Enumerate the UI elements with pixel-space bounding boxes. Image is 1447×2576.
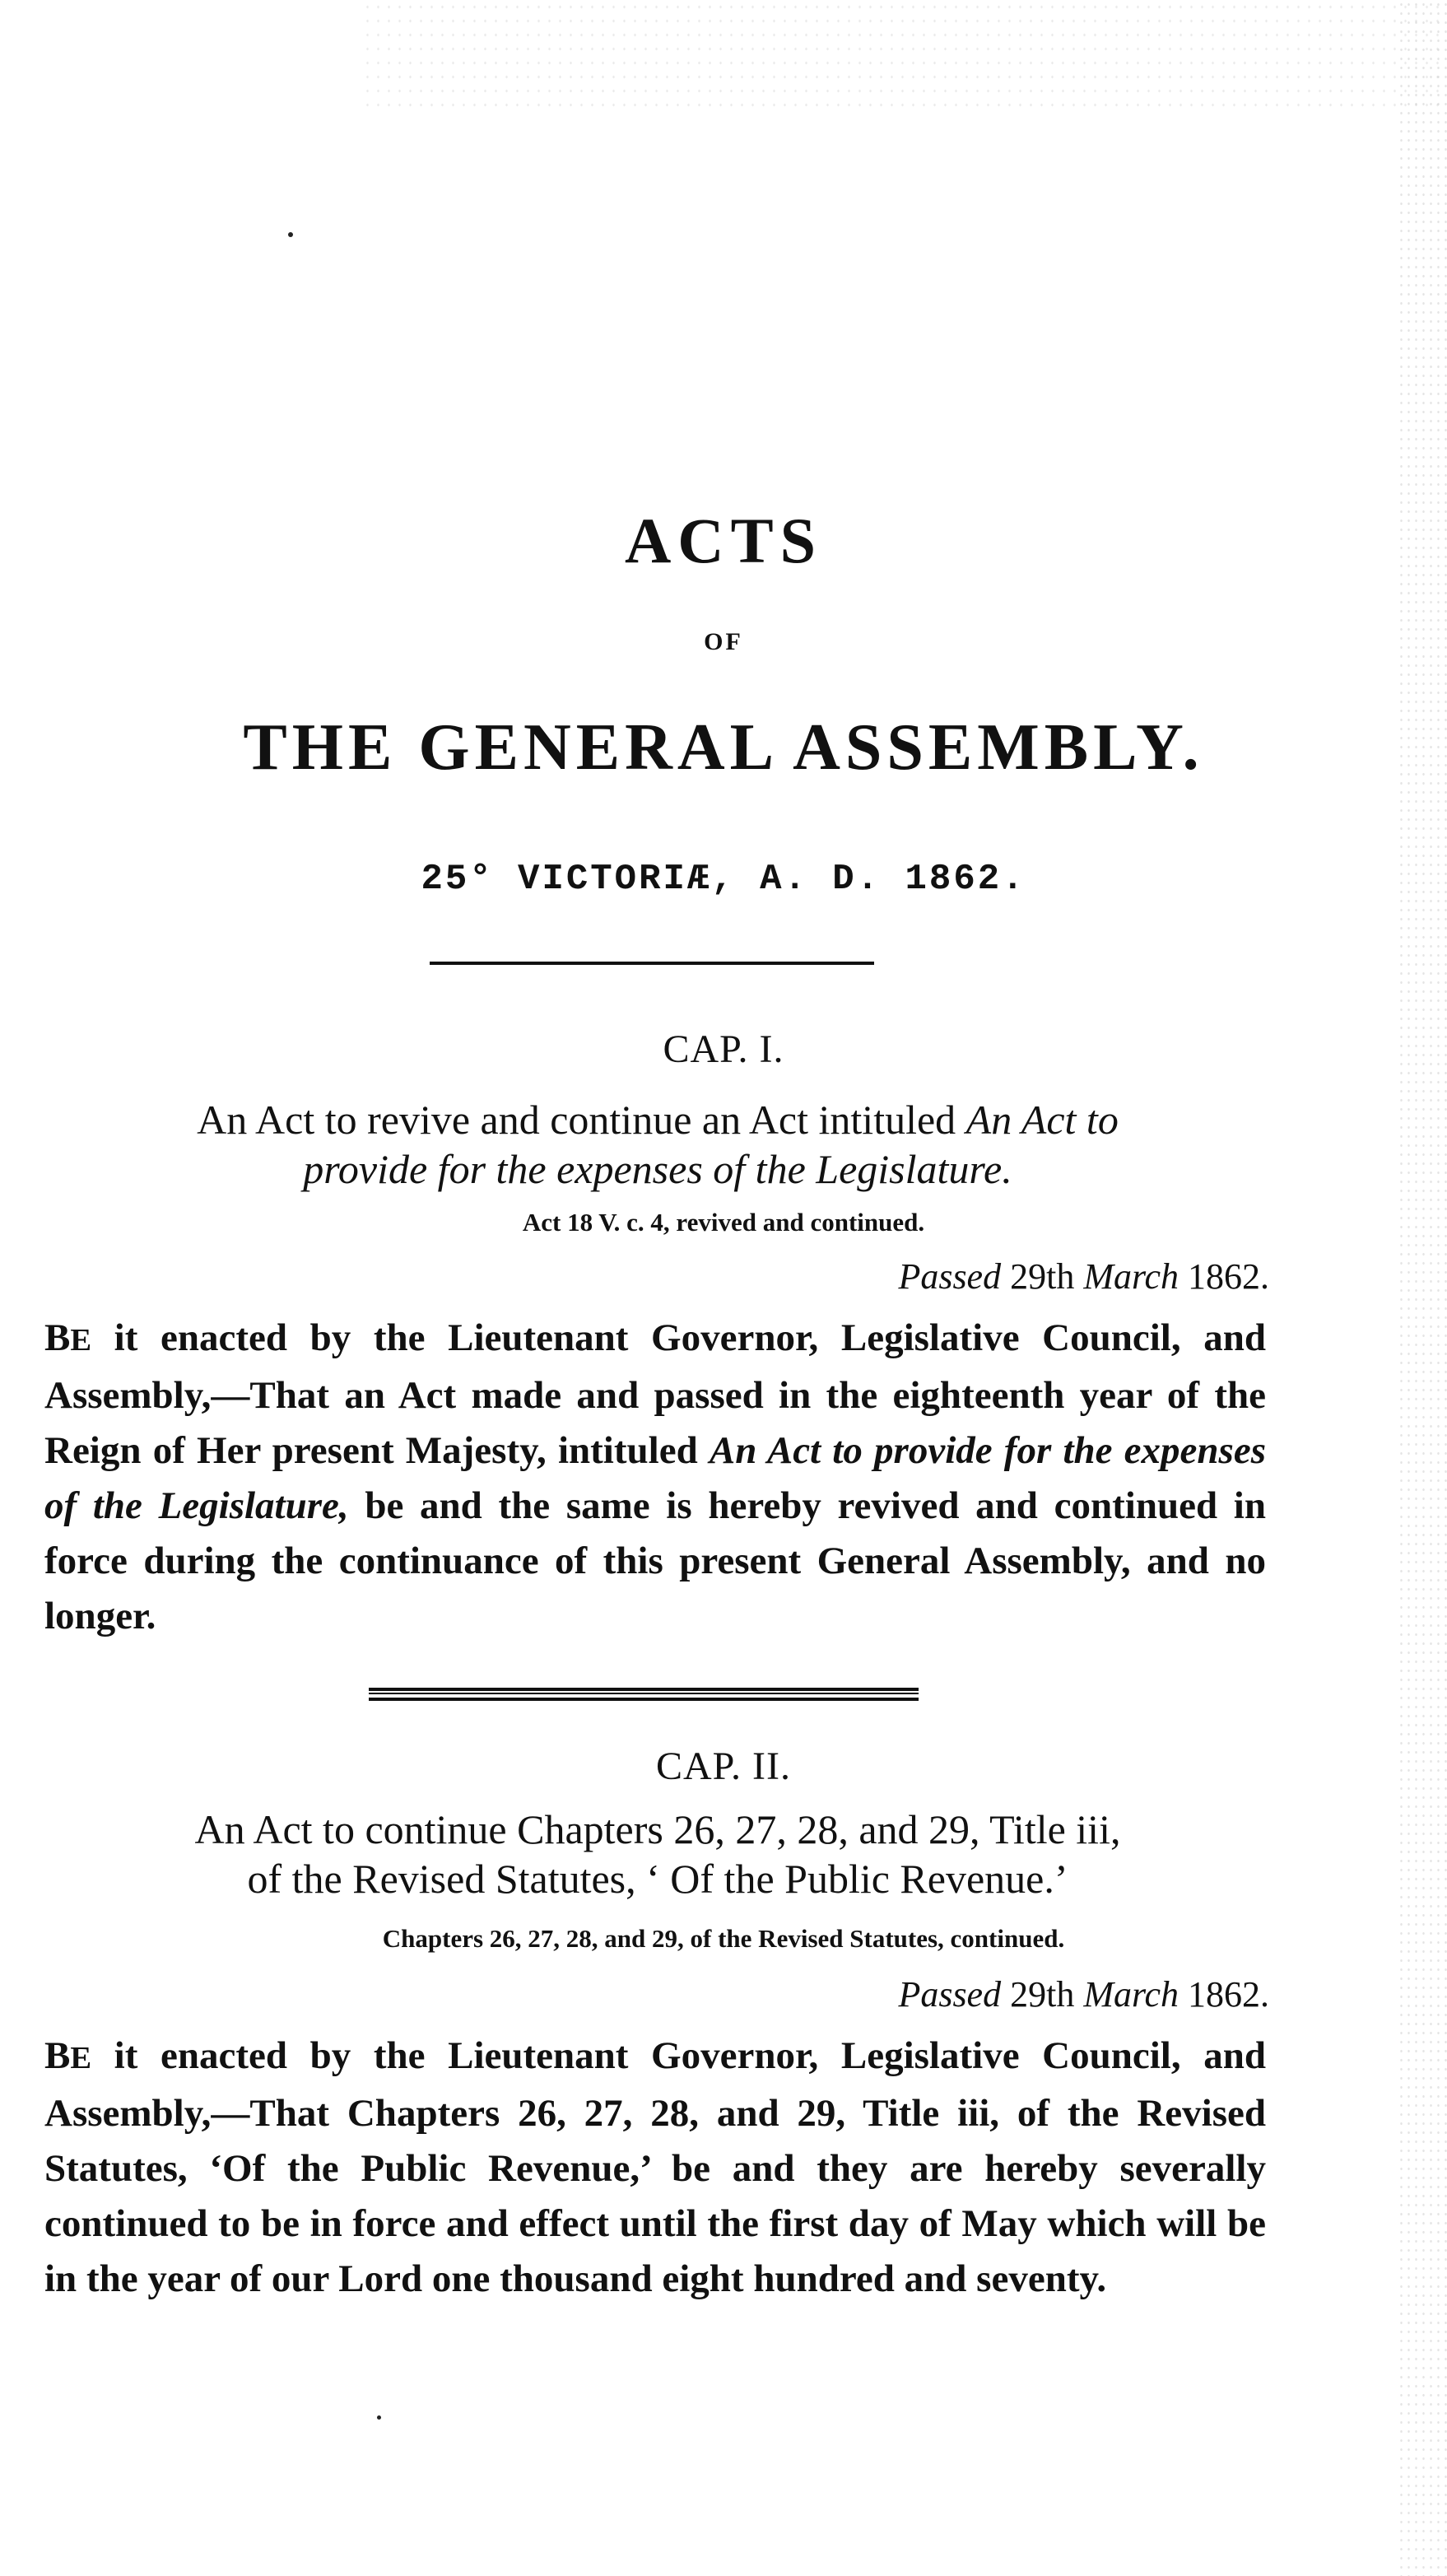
cap-2-passed-date [898, 1973, 1269, 2017]
cap-2-heading: CAP. II. [655, 1745, 792, 1788]
cap-1-title-italic-1: An Act to [965, 1097, 1119, 1143]
cap-1-title [44, 1095, 1271, 1194]
cap-2-title-line-2: of the Revised Statutes, ‘ Of the Public Revenue.’ [247, 1856, 1068, 1902]
cap-2-dropcap-first: B [44, 2034, 71, 2077]
ink-speck [377, 2415, 381, 2420]
cap-2-passed-year: 1862. [1188, 1974, 1269, 2015]
title-of: OF [704, 628, 743, 655]
cap-1-heading: CAP. I. [663, 1027, 784, 1071]
title-general-assembly: THE GENERAL ASSEMBLY. [243, 711, 1204, 784]
regnal-year: 25° VICTORIÆ, A. D. 1862. [421, 859, 1026, 900]
cap-1-dropcap-rest: E [70, 1323, 92, 1358]
cap-1-title-plain: An Act to revive and continue an Act intituled [197, 1097, 966, 1143]
cap-1-dropcap [44, 1316, 91, 1359]
cap-2-body [44, 2029, 1266, 2307]
cap-2-passed-word: Passed [898, 1974, 1002, 2015]
cap-2-body-text: it enacted by the Lieutenant Governor, Legislative Council, and Assembly,—That Chapters 26, 27, 28, and 29, Title iii, of the Revised Statutes, ‘Of the Public Revenue,’ be and they are hereby severally continued to be in force and effect until the first day of May which will be in the year of our Lord one thousand eight hundred and seventy. [44, 2034, 1266, 2300]
title-rule [430, 962, 874, 965]
cap-1-dropcap-first: B [44, 1316, 71, 1359]
cap-1-body [44, 1311, 1266, 1644]
cap-2-dropcap [44, 2034, 91, 2077]
cap-2-title-line-1: An Act to continue Chapters 26, 27, 28, and 29, Title iii, [194, 1806, 1121, 1852]
cap-1-body-part-1: it enacted by the Lieutenant Governor, Legislative Council, and Assembly,—That an Act made and passed in the eighteenth year of the Reign of Her present Majesty, intituled [44, 1316, 1266, 1472]
cap-1-passed-date [898, 1255, 1269, 1299]
scan-noise-top [362, 0, 1447, 115]
cap-2-passed-day [1010, 1974, 1074, 2015]
cap-2-passed-month: March [1083, 1974, 1179, 2015]
cap-2-dropcap-rest: E [70, 2041, 92, 2075]
cap-1-title-italic-2: provide for the expenses of the Legislature. [303, 1146, 1012, 1192]
cap-2-side-note: Chapters 26, 27, 28, and 29, of the Revised Statutes, continued. [382, 1924, 1065, 1953]
section-divider [369, 1688, 919, 1701]
cap-1-passed-month: March [1083, 1256, 1179, 1297]
scan-noise-edge [1398, 0, 1447, 2576]
cap-1-passed-day [1010, 1256, 1074, 1297]
cap-2-passed-day-text: 29th [1010, 1974, 1075, 2015]
title-acts: ACTS [624, 505, 823, 576]
ink-speck [288, 232, 293, 237]
cap-1-body-part-2: be and the same is hereby revived and continued in force during the continuance of this present General Assembly, and no longer. [44, 1484, 1266, 1637]
cap-1-side-note: Act 18 V. c. 4, revived and continued. [522, 1208, 925, 1237]
cap-2-title [44, 1805, 1271, 1903]
cap-1-passed-day-text: 29th [1010, 1256, 1075, 1297]
cap-1-passed-year: 1862. [1188, 1256, 1269, 1297]
cap-1-passed-word: Passed [898, 1256, 1002, 1297]
cap-1-body-italic: An Act to provide for the expenses of the Legislature, [44, 1429, 1266, 1527]
